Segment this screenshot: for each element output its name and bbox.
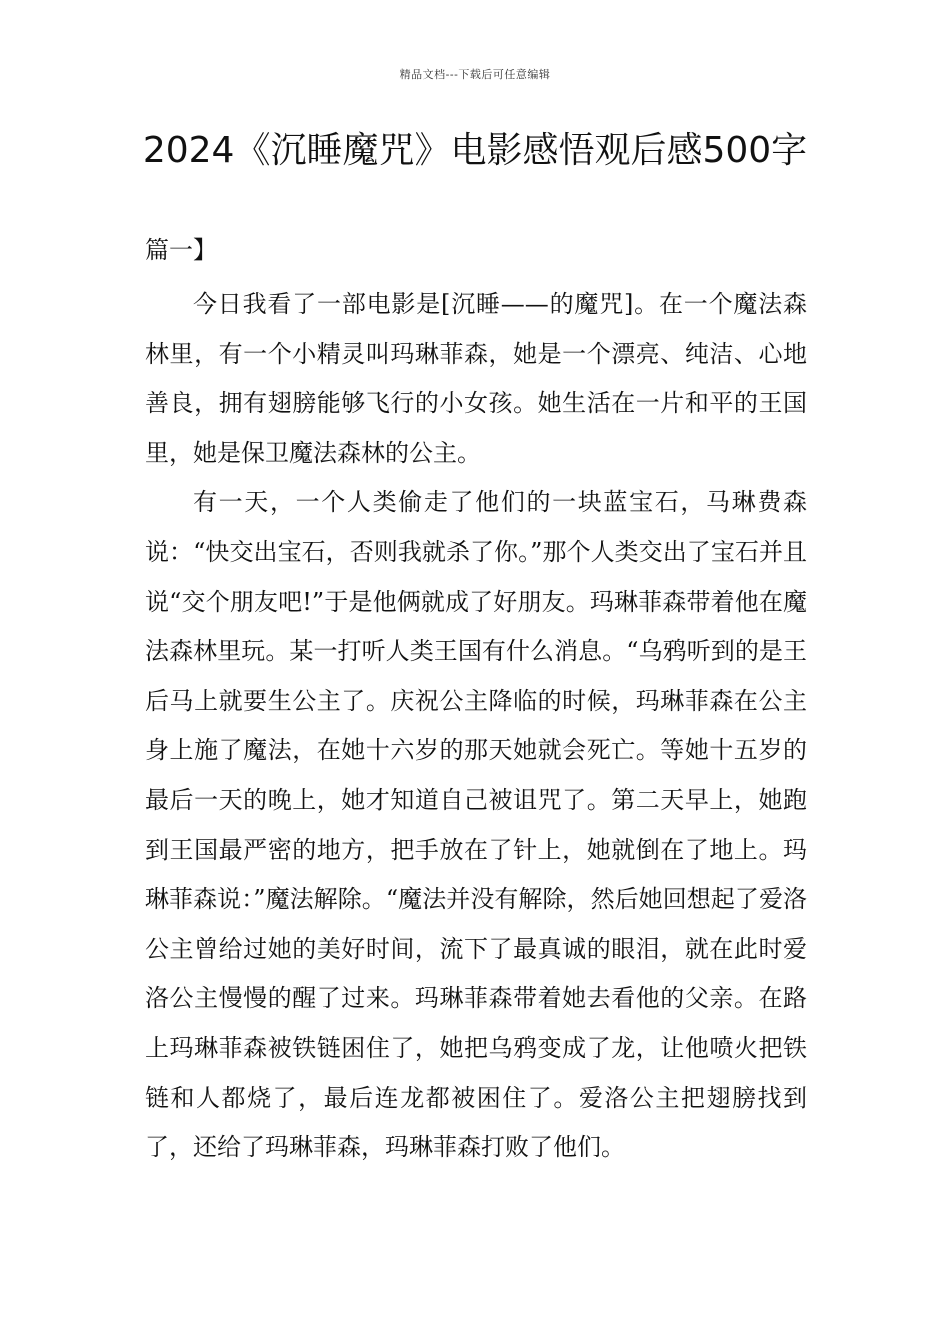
- section-label: 篇一】: [145, 236, 217, 264]
- paragraph: 有一天，一个人类偷走了他们的一块蓝宝石，马琳费森说：“快交出宝石，否则我就杀了你。”那个人类交出了宝石并且说“交个朋友吧!”于是他俩就成了好朋友。玛琳菲森带着他在魔法森林里玩。某一打听人类王国有什么消息。“乌鸦听到的是王后马上就要生公主了。庆祝公主降临的时候，玛琳菲森在公主身上施了魔法，在她十六岁的那天她就会死亡。等她十五岁的最后一天的晚上，她才知道自己被诅咒了。第二天早上，她跑到王国最严密的地方，把手放在了针上，她就倒在了地上。玛琳菲森说：”魔法解除。“魔法并没有解除，然后她回想起了爱洛公主曾给过她的美好时间，流下了最真诚的眼泪，就在此时爱洛公主慢慢的醒了过来。玛琳菲森带着她去看他的父亲。在路上玛琳菲森被铁链困住了，她把乌鸦变成了龙，让他喷火把铁链和人都烧了，最后连龙都被困住了。爱洛公主把翅膀找到了，还给了玛琳菲森，玛琳菲森打败了他们。: [145, 488, 807, 1162]
- paragraph: 今日我看了一部电影是[沉睡——的魔咒]。在一个魔法森林里，有一个小精灵叫玛琳菲森，她是一个漂亮、纯洁、心地善良，拥有翅膀能够飞行的小女孩。她生活在一片和平的王国里，她是保卫魔法森林的公主。: [145, 290, 807, 467]
- body-text: [145, 280, 807, 1173]
- header-note: 精品文档---下载后可任意编辑: [399, 68, 551, 81]
- document-title: 2024《沉睡魔咒》电影感悟观后感500字: [142, 130, 808, 171]
